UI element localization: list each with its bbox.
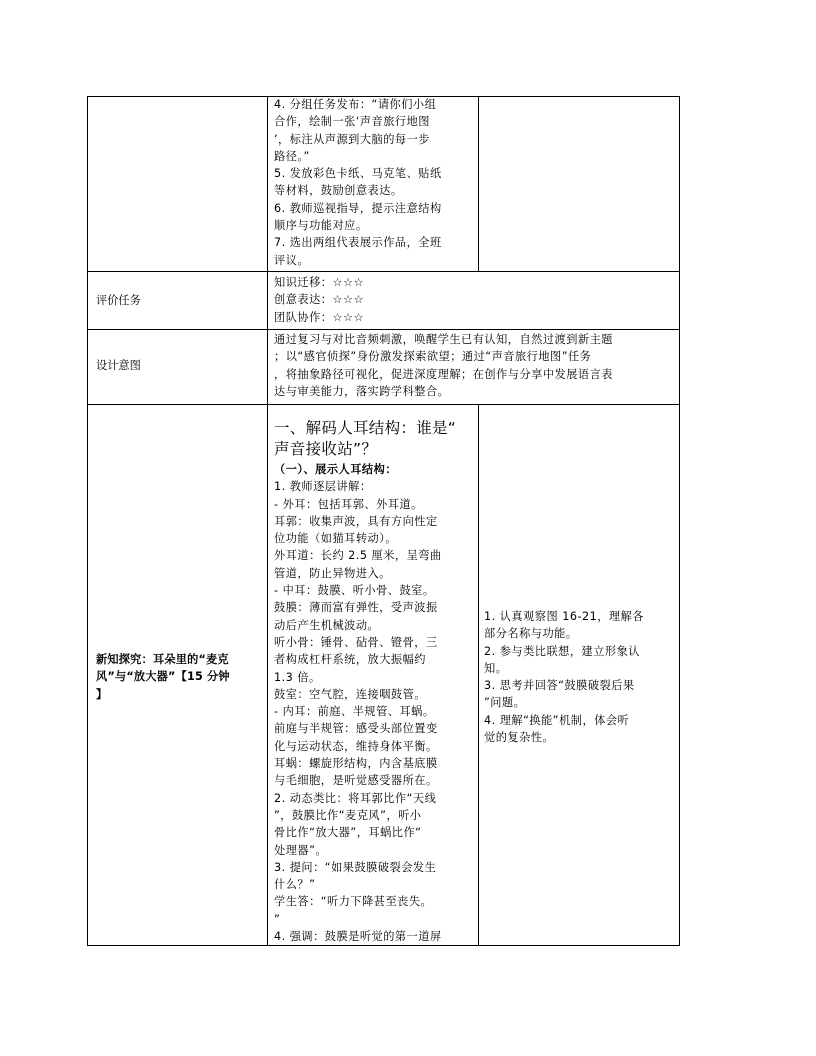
teacher-line: 前庭与半规管：感受头部位置变 (274, 722, 438, 736)
teacher-line: 处理器”。 (274, 843, 328, 857)
task-line: 7. 选出两组代表展示作品，全班 (274, 236, 442, 250)
teacher-line: 动后产生机械波动。 (274, 618, 380, 632)
design-text (274, 331, 679, 400)
eval-item: 创意表达：☆☆☆ (274, 293, 365, 307)
row-divider (87, 329, 680, 330)
teacher-line: 1.3 倍。 (274, 670, 321, 684)
teacher-line: 与毛细胞，是听觉感受器所在。 (274, 774, 438, 788)
explore-label-line: 新知探究：耳朵里的“麦克 (96, 653, 229, 666)
task-line: 合作，绘制一张‘声音旅行地图 (274, 115, 430, 129)
row-divider (87, 404, 680, 405)
student-line: 2. 参与类比联想，建立形象认 (484, 644, 640, 658)
teacher-line: 外耳道：长约 2.5 厘米，呈弯曲 (274, 549, 442, 563)
teacher-line: 管道，防止异物进入。 (274, 566, 391, 580)
design-line: 达与审美能力，落实跨学科整合。 (274, 384, 450, 398)
teacher-line: 听小骨：锤骨、砧骨、镫骨，三 (274, 635, 438, 649)
column-divider (267, 96, 268, 946)
task-line: ’，标注从声源到大脑的每一步 (274, 132, 430, 146)
section-heading: 声音接收站”？ (274, 440, 378, 458)
teacher-line: 者构成杠杆系统，放大振幅约 (274, 653, 426, 667)
task-line: 6. 教师巡视指导，提示注意结构 (274, 201, 442, 215)
teacher-line: 鼓室：空气腔，连接咽鼓管。 (274, 687, 426, 701)
teacher-line: 位功能（如猫耳转动）。 (274, 532, 397, 546)
explore-label (96, 651, 268, 703)
student-activity-cell (484, 608, 679, 746)
task-line: 4. 分组任务发布：“请你们小组 (274, 98, 437, 111)
teacher-line: ” (274, 912, 281, 926)
student-line: 部分名称与功能。 (484, 627, 578, 641)
table-border-left (87, 96, 88, 946)
teacher-line: 什么？” (274, 878, 316, 892)
table-border-right (679, 96, 680, 946)
section-subheading: （一）、展示人耳结构： (274, 463, 397, 476)
teacher-line: 耳郭：收集声波，具有方向性定 (274, 514, 438, 528)
task-line: 评议。 (274, 253, 310, 267)
teacher-line: 学生答：“听力下降甚至丧失。 (274, 895, 433, 909)
lesson-plan-table (87, 96, 680, 946)
design-line: ，将抽象路径可视化，促进深度理解；在创作与分享中发展语言表 (274, 367, 613, 381)
explore-label-line: 风”与“放大器”【15 分钟 (96, 670, 230, 684)
task-process-cell (274, 96, 479, 269)
teacher-line: 化与运动状态，维持身体平衡。 (274, 739, 438, 753)
teacher-line: 2. 动态类比：将耳郭比作“天线 (274, 791, 437, 805)
task-line: 路径。” (274, 149, 310, 163)
task-line: 顺序与功能对应。 (274, 219, 368, 233)
teacher-activity-cell (274, 418, 479, 945)
teacher-line: 1. 教师逐层讲解： (274, 480, 372, 494)
design-line: 通过复习与对比音频刺激，唤醒学生已有认知，自然过渡到新主题 (274, 333, 613, 346)
explore-label-line: 】 (96, 687, 108, 701)
student-line: 知。 (484, 661, 508, 675)
eval-items (274, 274, 474, 326)
design-label: 设计意图 (96, 359, 141, 372)
eval-item: 团队协作：☆☆☆ (274, 310, 365, 324)
eval-item: 知识迁移：☆☆☆ (274, 276, 365, 289)
student-line: ”问题。 (484, 696, 526, 710)
teacher-line: ”，鼓膜比作“麦克风”，听小 (274, 808, 422, 822)
section-heading: 一、解码人耳结构：谁是“ (274, 419, 457, 437)
student-line: 3. 思考并回答“鼓膜破裂后果 (484, 679, 635, 693)
teacher-line: 耳蜗：螺旋形结构，内含基底膜 (274, 757, 438, 771)
teacher-line: - 中耳：鼓膜、听小骨、鼓室。 (274, 584, 435, 598)
row-divider (87, 271, 680, 272)
teacher-line: 4. 强调：鼓膜是听觉的第一道屏 (274, 930, 442, 944)
student-line: 4. 理解“换能”机制，体会听 (484, 713, 630, 727)
student-line: 觉的复杂性。 (484, 731, 555, 745)
student-line: 1. 认真观察图 16-21，理解各 (484, 610, 644, 623)
teacher-line: - 内耳：前庭、半规管、耳蜗。 (274, 705, 435, 719)
task-line: 5. 发放彩色卡纸、马克笔、贴纸 (274, 167, 442, 181)
teacher-line: 3. 提问：“如果鼓膜破裂会发生 (274, 860, 437, 874)
teacher-line: - 外耳：包括耳郭、外耳道。 (274, 497, 423, 511)
eval-label: 评价任务 (96, 294, 141, 307)
teacher-line: 骨比作“放大器”，耳蜗比作“ (274, 826, 422, 840)
design-line: ；以“感官侦探”身份激发探索欲望；通过“声音旅行地图”任务 (274, 350, 592, 364)
task-line: 等材料，鼓励创意表达。 (274, 184, 403, 198)
teacher-line: 鼓膜：薄而富有弹性，受声波振 (274, 601, 438, 615)
